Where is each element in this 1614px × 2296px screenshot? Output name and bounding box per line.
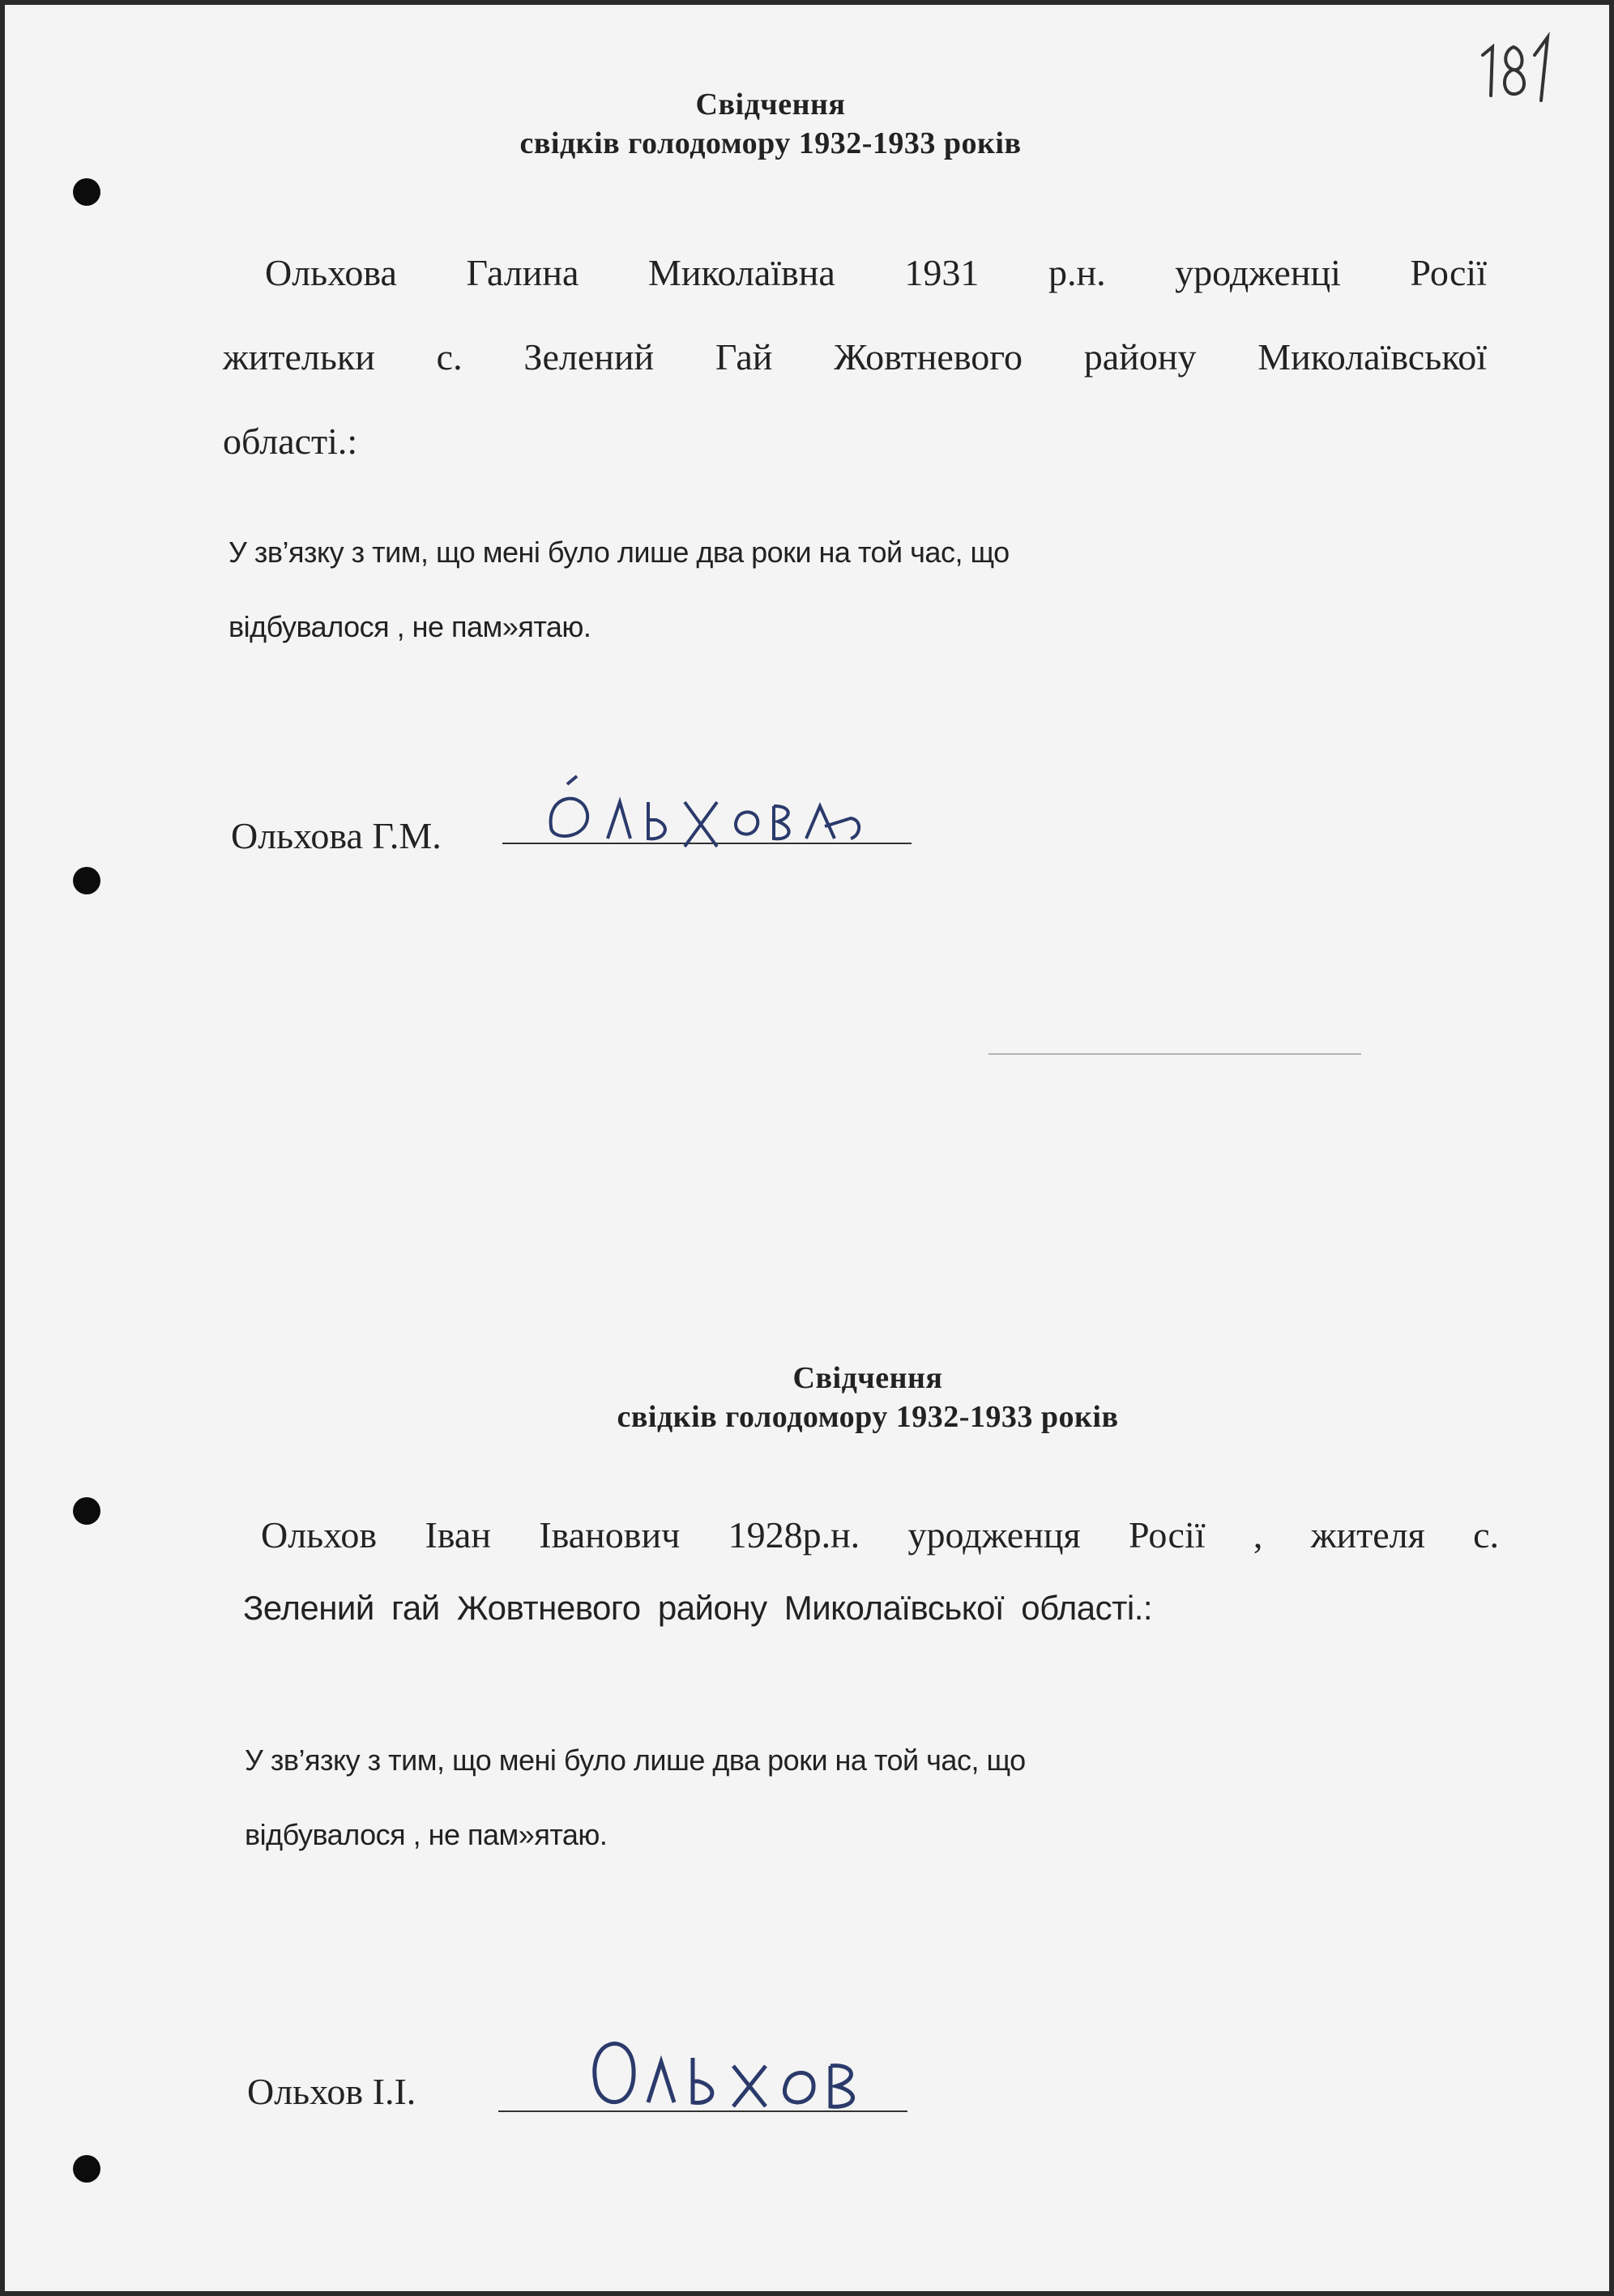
testimony-2-signer-name: Ольхов І.І. — [247, 2071, 416, 2112]
testimony-2-text — [245, 1723, 1395, 1872]
testimony-1-text — [228, 515, 1379, 664]
testimony-2-intro-line1: Ольхов Іван Іванович 1928р.н. уродженця Росії , жителя с. — [261, 1514, 1499, 1556]
punch-hole-2 — [73, 867, 100, 894]
testimony-1-intro-line2: жительки с. Зелений Гай Жовтневого району Миколаївської — [223, 336, 1487, 378]
testimony-2-text-line1: У зв’язку з тим, що мені було лише два роки на той час, що — [245, 1743, 1026, 1777]
testimony-2-signature — [583, 2021, 907, 2123]
testimony-1-title-line1: Свідчення — [695, 87, 846, 122]
testimony-2-title — [61, 1359, 1614, 1436]
testimony-1-intro — [223, 231, 1487, 484]
testimony-2-title-line1: Свідчення — [792, 1361, 943, 1395]
testimony-2-text-line2: відбувалося , не пам»ятаю. — [245, 1818, 608, 1851]
testimony-2-intro-line2: Зелений гай Жовтневого району Миколаївської області.: — [243, 1589, 1153, 1627]
punch-hole-3 — [73, 1497, 100, 1525]
punch-hole-4 — [73, 2155, 100, 2183]
testimony-1-signature — [543, 770, 907, 859]
testimony-1-intro-line3: області.: — [223, 420, 358, 462]
testimony-1-title — [0, 85, 1578, 163]
testimony-2-title-line2: свідків голодомору 1932-1933 років — [617, 1400, 1119, 1434]
testimony-2-intro — [243, 1499, 1499, 1645]
testimony-1-signer-name: Ольхова Г.М. — [231, 815, 442, 856]
section-divider — [988, 1053, 1361, 1055]
testimony-1-title-line2: свідків голодомору 1932-1933 років — [519, 126, 1022, 160]
punch-hole-1 — [73, 178, 100, 206]
testimony-1-intro-line1: Ольхова Галина Миколаївна 1931 р.н. уродженці Росії — [265, 252, 1487, 293]
testimony-1-text-line2: відбувалося , не пам»ятаю. — [228, 610, 591, 643]
testimony-1-text-line1: У зв’язку з тим, що мені було лише два роки на той час, що — [228, 536, 1010, 569]
